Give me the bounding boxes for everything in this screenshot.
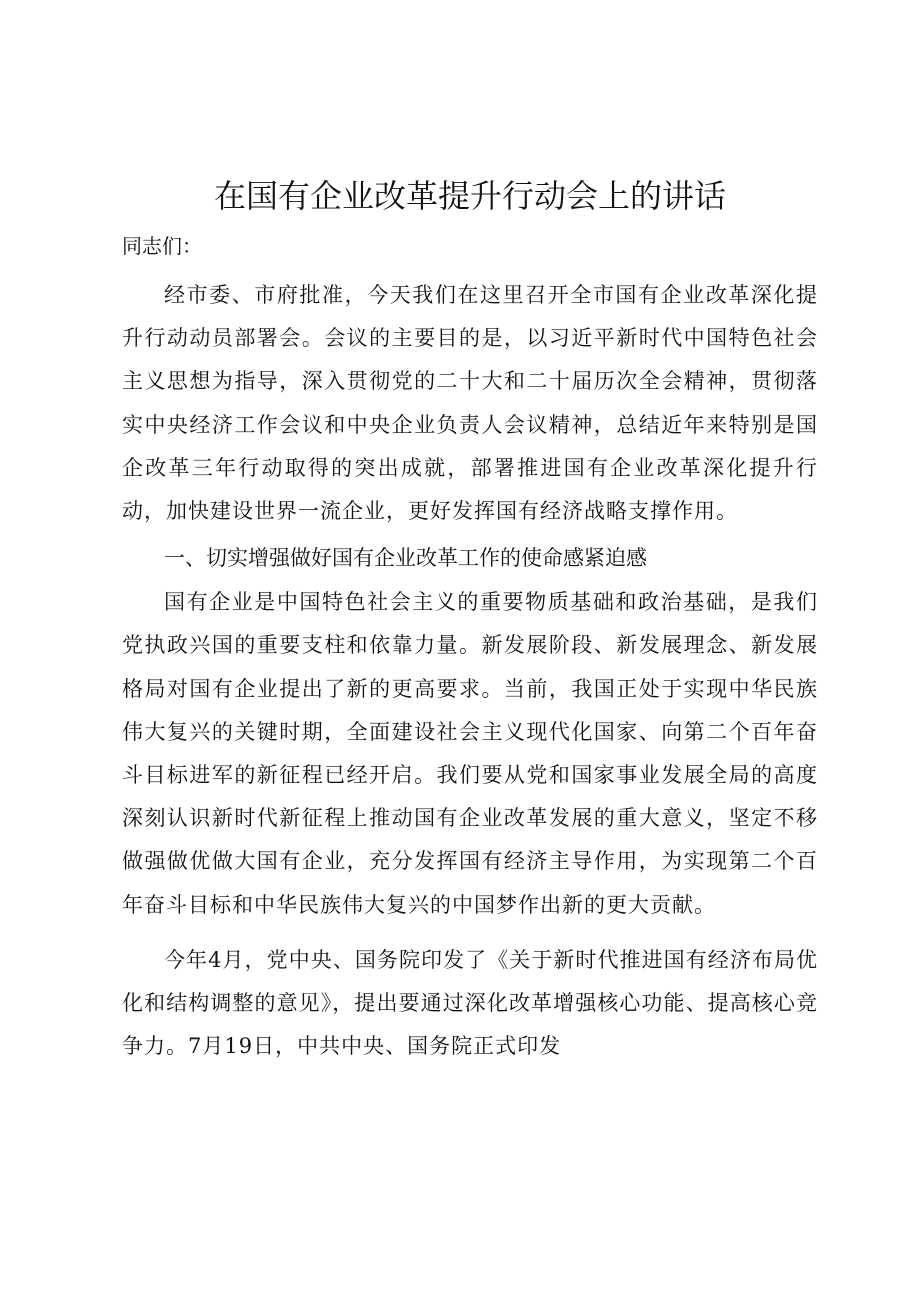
section-1-paragraph-1: 国有企业是中国特色社会主义的重要物质基础和政治基础，是我们党执政兴国的重要支柱和依靠力量。新发展阶段、新发展理念、新发展格局对国有企业提出了新的更高要求。当前，我国正处于实现中华民族伟大复兴的关键时期，全面建设社会主义现代化国家、向第二个百年奋斗目标进军的新征程已经开启。我们要从党和国家事业发展全局的高度深刻认识新时代新征程上推动国有企业改革发展的重大意义，坚定不移做强做优做大国有企业，充分发挥国有经济主导作用，为实现第二个百年奋斗目标和中华民族伟大复兴的中国梦作出新的更大贡献。: [122, 590, 818, 917]
salutation: 同志们：: [122, 234, 202, 258]
intro-paragraph: 经市委、市府批准，今天我们在这里召开全市国有企业改革深化提升行动动员部署会。会议的主要目的是，以习近平新时代中国特色社会主义思想为指导，深入贯彻党的二十大和二十届历次全会精神，贯彻落实中央经济工作会议和中央企业负责人会议精神，总结近年来特别是国企改革三年行动取得的突出成就，部署推进国有企业改革深化提升行动，加快建设世界一流企业，更好发挥国有经济战略支撑作用。: [122, 283, 818, 524]
section-heading-1: 一、切实增强做好国有企业改革工作的使命感紧迫感: [164, 546, 647, 571]
section-1-paragraph-2: 今年4月，党中央、国务院印发了《关于新时代推进国有经济布局优化和结构调整的意见》，提出要通过深化改革增强核心功能、提高核心竞争力。7月19日，中共中央、国务院正式印发: [122, 947, 818, 1059]
document-page: [122, 168, 818, 1068]
document-title: 在国有企业改革提升行动会上的讲话: [213, 177, 726, 215]
